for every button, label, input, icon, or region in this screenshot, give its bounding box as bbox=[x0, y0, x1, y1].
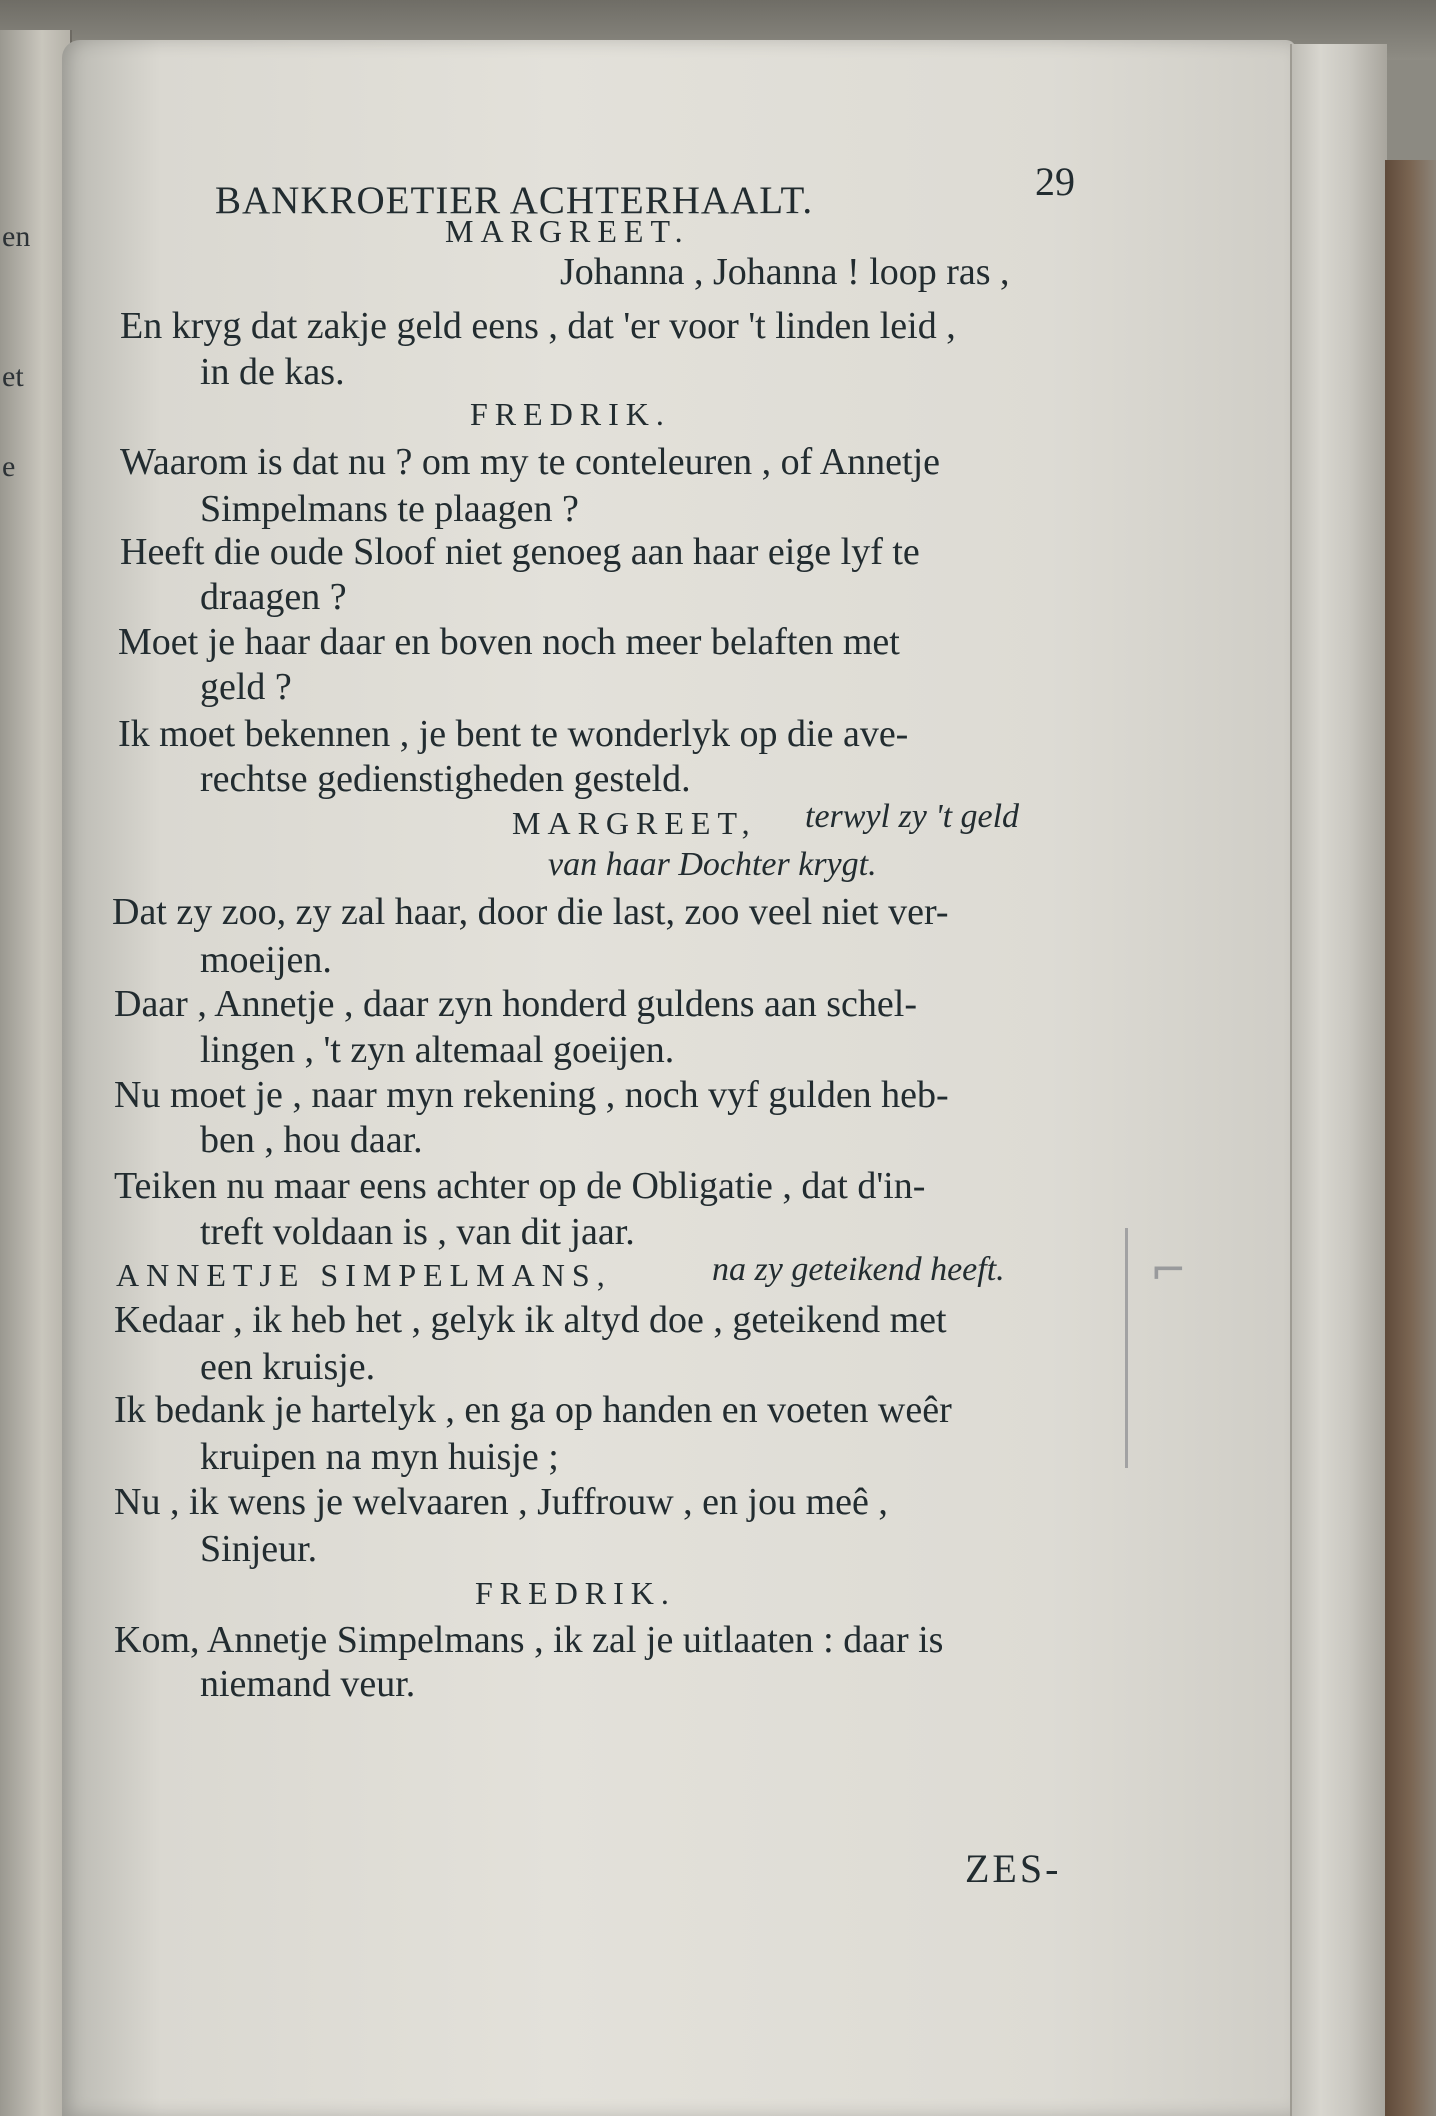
verse-line: een kruisje. bbox=[200, 1346, 376, 1388]
verse-line: Kedaar , ik heb het , gelyk ik altyd doe , geteikend met bbox=[114, 1299, 947, 1341]
verse-line: niemand veur. bbox=[200, 1663, 416, 1705]
left-page-fragment: en bbox=[2, 220, 31, 253]
verse-line: kruipen na myn huisje ; bbox=[200, 1436, 559, 1478]
verse-line: in de kas. bbox=[200, 351, 345, 393]
speaker-name: MARGREET, bbox=[512, 805, 757, 841]
verse-line: Kom, Annetje Simpelmans , ik zal je uitlaaten : daar is bbox=[114, 1619, 944, 1661]
stage-direction: na zy geteikend heeft. bbox=[712, 1251, 1005, 1288]
verse-line: Nu , ik wens je welvaaren , Juffrouw , en jou meê , bbox=[114, 1481, 888, 1523]
stage-direction: van haar Dochter krygt. bbox=[548, 846, 877, 883]
verse-line: Daar , Annetje , daar zyn honderd guldens aan schel- bbox=[114, 983, 917, 1025]
verse-line: rechtse gedienstigheden gesteld. bbox=[200, 758, 691, 800]
left-page-fragment: et bbox=[2, 360, 24, 393]
speaker-name: MARGREET. bbox=[445, 213, 690, 249]
left-page-fragment: e bbox=[2, 450, 16, 483]
verse-line: treft voldaan is , van dit jaar. bbox=[200, 1211, 635, 1253]
verse-line: Waarom is dat nu ? om my te conteleuren , of Annetje bbox=[120, 441, 941, 483]
pencil-margin-line bbox=[1125, 1228, 1128, 1468]
verse-line: lingen , 't zyn altemaal goeijen. bbox=[200, 1029, 675, 1071]
verse-line: Heeft die oude Sloof niet genoeg aan haar eige lyf te bbox=[120, 531, 920, 573]
page-stack-edge bbox=[1290, 44, 1387, 2116]
verse-line: ben , hou daar. bbox=[200, 1119, 423, 1161]
page-number: 29 bbox=[1035, 159, 1075, 204]
verse-line: Ik moet bekennen , je bent te wonderlyk op die ave- bbox=[118, 713, 909, 755]
verse-line: Moet je haar daar en boven noch meer belaften met bbox=[118, 621, 900, 663]
speaker-name: FREDRIK. bbox=[470, 396, 671, 432]
verse-line: Dat zy zoo, zy zal haar, door die last, zoo veel niet ver- bbox=[112, 891, 949, 933]
running-head: BANKROETIER ACHTERHAALT. bbox=[215, 179, 814, 222]
stage-direction: terwyl zy 't geld bbox=[805, 798, 1020, 835]
book-cover-edge bbox=[1385, 160, 1436, 2116]
catchword: ZES- bbox=[965, 1846, 1062, 1891]
speaker-name: FREDRIK. bbox=[475, 1575, 676, 1611]
verse-line: geld ? bbox=[200, 666, 292, 708]
verse-line: Simpelmans te plaagen ? bbox=[200, 488, 579, 530]
verse-line: draagen ? bbox=[200, 576, 347, 618]
verse-line: Nu moet je , naar myn rekening , noch vyf gulden heb- bbox=[114, 1074, 949, 1116]
verse-line: Teiken nu maar eens achter op de Obligatie , dat d'in- bbox=[114, 1165, 926, 1207]
verse-line: Ik bedank je hartelyk , en ga op handen en voeten weêr bbox=[114, 1389, 952, 1431]
verse-line: moeijen. bbox=[200, 939, 332, 981]
verse-line: En kryg dat zakje geld eens , dat 'er voor 't linden leid , bbox=[120, 305, 956, 347]
verse-line: Johanna , Johanna ! loop ras , bbox=[560, 251, 1010, 293]
pencil-mark-icon: ⌐ bbox=[1150, 1245, 1187, 1296]
speaker-name: ANNETJE SIMPELMANS, bbox=[116, 1257, 612, 1293]
verse-line: Sinjeur. bbox=[200, 1528, 318, 1570]
